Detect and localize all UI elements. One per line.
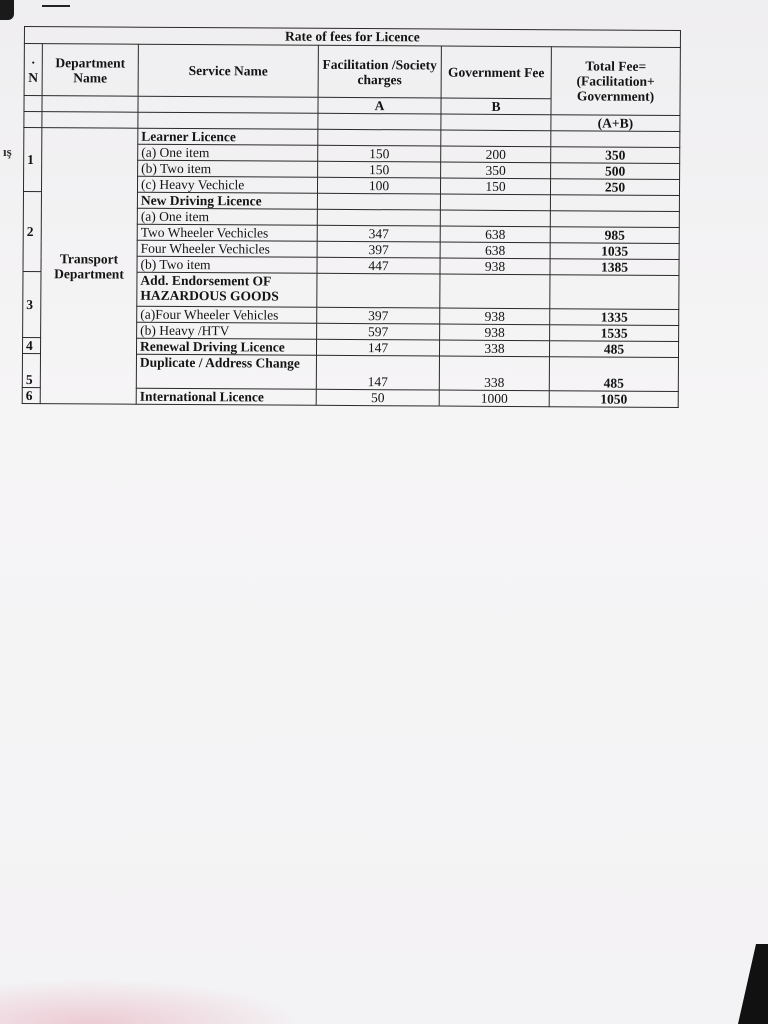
government-cell [440,194,550,211]
service-name: Duplicate / Address Change [136,354,316,389]
service-name: (a) One item [138,144,318,161]
total-cell: 485 [549,341,678,358]
col-header-service: Service Name [138,44,318,97]
facilitation-cell: 100 [317,177,440,194]
subheader-blank [138,112,318,129]
paper-smudge [0,979,300,1024]
government-cell [440,274,550,309]
serial-number: 6 [22,387,40,403]
subheader-blank [42,96,138,113]
government-cell: 1000 [439,390,549,407]
government-cell: 638 [440,226,550,243]
total-cell: 485 [549,357,678,392]
col-header-sn: · N [24,44,42,96]
facilitation-cell: 447 [317,257,440,274]
serial-number: 4 [22,337,40,353]
subheader-total: (A+B) [551,115,680,132]
total-cell [551,131,680,148]
fee-table-container [22,26,681,408]
service-name: (b) Two item [137,256,317,273]
serial-number: 2 [23,191,41,271]
total-cell: 350 [551,147,680,164]
total-cell: 500 [551,163,680,180]
total-cell: 1535 [550,325,679,342]
col-header-facilitation: Facilitation /Society charges [318,45,441,98]
col-header-total: Total Fee= (Facilitation+ Government) [551,47,680,116]
facilitation-cell: 147 [316,355,439,390]
total-cell: 1050 [549,391,678,408]
government-cell [441,130,551,147]
government-cell: 150 [440,178,550,195]
facilitation-cell: 150 [318,145,441,162]
service-name: Four Wheeler Vechicles [137,240,317,257]
total-cell: 250 [550,179,679,196]
subheader-a: A [318,97,441,114]
service-name: Two Wheeler Vechicles [137,224,317,241]
government-cell: 938 [440,324,550,341]
subheader-blank [24,96,42,112]
facilitation-cell: 347 [317,225,440,242]
service-name: (a) One item [137,208,317,225]
facilitation-cell: 150 [318,161,441,178]
service-name: (b) Heavy /HTV [137,322,317,339]
col-header-department: Department Name [42,44,138,97]
serial-number: 5 [22,353,40,387]
total-cell [550,195,679,212]
scan-corner-shadow [0,0,14,20]
subheader-blank [42,112,138,129]
facilitation-cell: 397 [317,241,440,258]
total-cell: 985 [550,227,679,244]
col-header-government: Government Fee [441,46,551,99]
facilitation-cell [318,129,441,146]
government-cell [440,210,550,227]
serial-number: 1 [23,128,41,192]
facilitation-cell [317,273,440,308]
total-cell: 1335 [550,309,679,326]
serial-number: 3 [23,271,41,337]
service-name: (b) Two item [138,160,318,177]
total-cell: 1035 [550,243,679,260]
service-name: (c) Heavy Vechicle [137,176,317,193]
government-cell: 338 [439,356,549,391]
government-cell: 350 [441,162,551,179]
facilitation-cell: 397 [317,307,440,324]
table-title: Rate of fees for Licence [24,27,680,48]
facilitation-cell [317,209,440,226]
government-cell: 638 [440,242,550,259]
subheader-blank [138,96,318,113]
total-cell [550,275,679,310]
total-cell [550,211,679,228]
facilitation-cell: 50 [316,389,439,406]
department-name: Transport Department [40,128,138,405]
service-name: International Licence [136,388,316,405]
margin-mark: ış [3,144,12,159]
pen-mark [42,5,70,7]
service-name: (a)Four Wheeler Vehicles [137,306,317,323]
total-cell: 1385 [550,259,679,276]
licence-fee-table [22,26,681,408]
government-cell: 938 [440,258,550,275]
government-cell: 338 [439,340,549,357]
facilitation-cell [317,193,440,210]
service-name: New Driving Licence [137,192,317,209]
subheader-blank [24,112,42,128]
government-cell: 938 [440,308,550,325]
subheader-b: B [441,98,551,115]
service-name: Add. Endorsement OF HAZARDOUS GOODS [137,272,317,307]
subheader-blank [441,114,551,131]
facilitation-cell: 597 [317,323,440,340]
service-name: Renewal Driving Licence [136,338,316,355]
facilitation-cell: 147 [316,339,439,356]
service-name: Learner Licence [138,128,318,145]
subheader-blank [318,113,441,130]
government-cell: 200 [441,146,551,163]
